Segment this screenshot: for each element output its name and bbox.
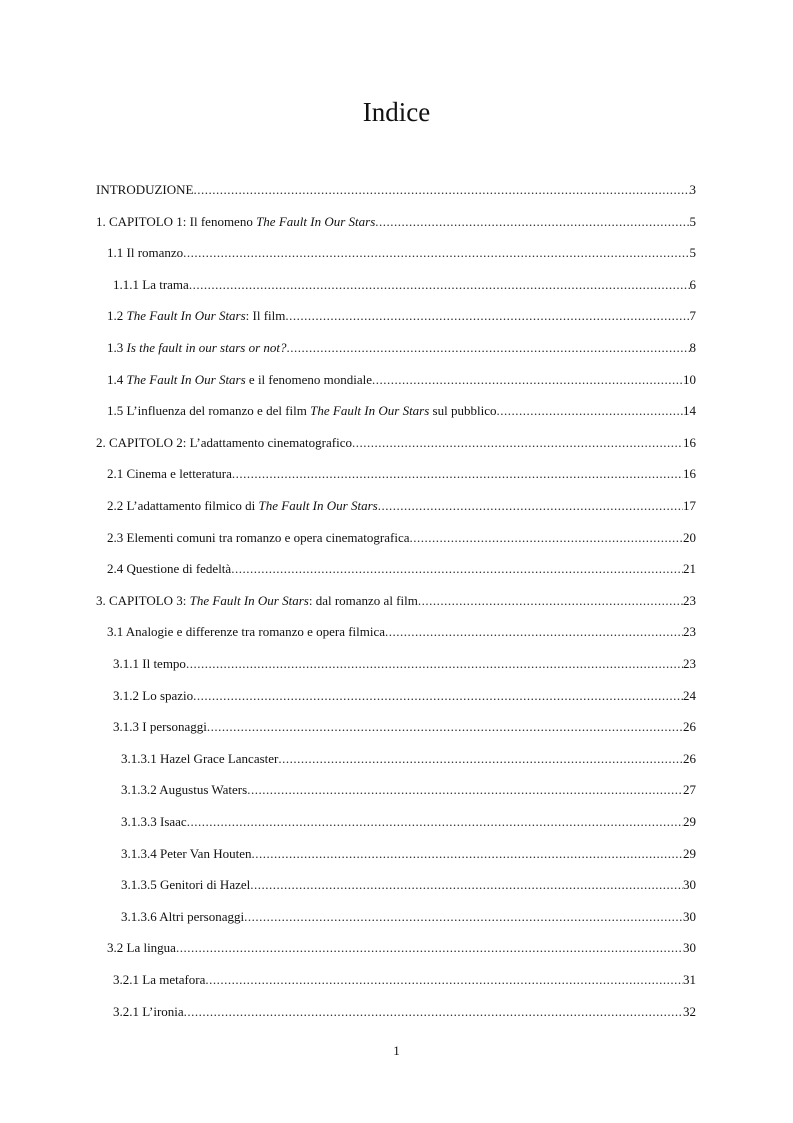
toc-entry-text: 3.1 Analogie e differenze tra romanzo e opera filmica: [107, 624, 386, 639]
toc-entry-page: 10: [683, 372, 696, 387]
toc-entry-text: 3.1.1 Il tempo: [113, 656, 186, 671]
toc-dot-leader: [186, 653, 683, 675]
toc-entry-text: 3.1.3.3 Isaac: [121, 814, 187, 829]
toc-dot-leader: [176, 937, 683, 959]
toc-entry-page: 24: [683, 688, 696, 703]
toc-entry-text: 1.4: [107, 372, 127, 387]
toc-entry-page: 3: [689, 182, 696, 197]
toc-dot-leader: [250, 874, 683, 896]
toc-entry-text: 3. CAPITOLO 3:: [96, 593, 190, 608]
toc-dot-leader: [247, 779, 683, 801]
toc-entry-text: 3.1.3.5 Genitori di Hazel: [121, 877, 251, 892]
toc-dot-leader: [409, 527, 683, 549]
toc-entry-page: 23: [683, 593, 696, 608]
toc-dot-leader: [287, 337, 690, 359]
toc-entry-page: 30: [683, 877, 696, 892]
toc-entry[interactable]: [107, 527, 696, 549]
toc-entry-page: 26: [683, 719, 696, 734]
toc-entry-page: 6: [689, 277, 696, 292]
toc-entry-label: [96, 179, 193, 201]
toc-entry-label: [107, 242, 183, 264]
toc-entry-label: [121, 874, 250, 896]
toc-entry[interactable]: [107, 621, 696, 643]
toc-entry-title-italic: The Fault In Our Stars: [256, 214, 376, 229]
toc-entry-label: [113, 716, 207, 738]
toc-entry-text: 3.1.3.2 Augustus Waters: [121, 782, 248, 797]
toc-dot-leader: [378, 495, 683, 517]
toc-entry-text: 3.1.3.1 Hazel Grace Lancaster: [121, 751, 279, 766]
toc-entry[interactable]: [121, 811, 696, 833]
page-title: Indice: [362, 97, 431, 127]
toc-entry-text: 2.2 L’adattamento filmico di: [107, 498, 259, 513]
toc-entry-label: [121, 748, 278, 770]
toc-entry[interactable]: [113, 685, 696, 707]
toc-entry-label: [107, 463, 232, 485]
toc-entry-text: 3.1.3.6 Altri personaggi: [121, 909, 245, 924]
toc-entry-page: 20: [683, 530, 696, 545]
toc-entry[interactable]: [96, 179, 696, 201]
toc-entry-page: 7: [689, 308, 696, 323]
toc-entry-page: 27: [683, 782, 696, 797]
toc-entry-text: 3.2.1 L’ironia: [113, 1004, 184, 1019]
toc-entry-page: 32: [683, 1004, 696, 1019]
toc-entry-label: [107, 305, 285, 327]
toc-entry-label: [107, 400, 496, 422]
toc-entry-title-italic: The Fault In Our Stars: [310, 403, 430, 418]
toc-dot-leader: [232, 463, 683, 485]
toc-entry-page: 17: [683, 498, 696, 513]
toc-entry[interactable]: [113, 969, 696, 991]
toc-entry-text: 1. CAPITOLO 1: Il fenomeno: [96, 214, 257, 229]
toc-entry[interactable]: [107, 937, 696, 959]
toc-entry-text: 2.4 Questione di fedeltà: [107, 561, 232, 576]
toc-entry-text: 3.1.2 Lo spazio: [113, 688, 194, 703]
toc-entry-label: [113, 274, 189, 296]
toc-dot-leader: [352, 432, 683, 454]
toc-entry-label: [113, 653, 186, 675]
toc-dot-leader: [205, 969, 683, 991]
toc-entry-text: : Il film: [245, 308, 286, 323]
toc-entry-text: 1.2: [107, 308, 127, 323]
toc-entry[interactable]: [121, 779, 696, 801]
toc-entry-text: 3.1.3.4 Peter Van Houten: [121, 846, 252, 861]
toc-entry-page: 16: [683, 466, 696, 481]
toc-entry-page: 31: [683, 972, 696, 987]
toc-dot-leader: [184, 1001, 683, 1023]
toc-dot-leader: [285, 305, 689, 327]
toc-entry-page: 5: [689, 245, 696, 260]
toc-entry-text: 3.1.3 I personaggi: [113, 719, 207, 734]
toc-entry-title-italic: The Fault In Our Stars: [258, 498, 378, 513]
toc-dot-leader: [193, 179, 689, 201]
toc-entry-label: [107, 337, 287, 359]
toc-entry[interactable]: [107, 463, 696, 485]
toc-entry-page: 29: [683, 814, 696, 829]
toc-entry[interactable]: [121, 874, 696, 896]
toc-entry-label: [107, 558, 231, 580]
toc-entry-label: [121, 843, 251, 865]
toc-entry-label: [96, 590, 418, 612]
toc-dot-leader: [372, 369, 683, 391]
toc-entry-page: 8: [689, 340, 696, 355]
toc-entry[interactable]: [113, 716, 696, 738]
toc-entry[interactable]: [107, 558, 696, 580]
toc-entry[interactable]: [96, 590, 696, 612]
toc-entry-label: [107, 369, 372, 391]
toc-dot-leader: [418, 590, 683, 612]
toc-dot-leader: [187, 811, 683, 833]
toc-dot-leader: [251, 843, 683, 865]
toc-entry-label: [113, 1001, 184, 1023]
toc-entry[interactable]: [107, 495, 696, 517]
toc-entry[interactable]: [96, 432, 696, 454]
toc-entry-text: 2. CAPITOLO 2: L’adattamento cinematografico: [96, 435, 352, 450]
toc-entry-page: 30: [683, 909, 696, 924]
toc-entry-label: [96, 432, 352, 454]
toc-entry-text: sul pubblico: [429, 403, 497, 418]
toc-entry-text: 2.3 Elementi comuni tra romanzo e opera cinematografica: [107, 530, 410, 545]
toc-entry-text: 3.2.1 La metafora: [113, 972, 206, 987]
toc-entry[interactable]: [107, 400, 696, 422]
toc-entry[interactable]: [107, 242, 696, 264]
toc-entry-title-italic: Is the fault in our stars or not?: [126, 340, 287, 355]
toc-entry[interactable]: [113, 653, 696, 675]
toc-entry-label: [113, 969, 205, 991]
toc-entry-title-italic: The Fault In Our Stars: [189, 593, 309, 608]
toc-entry[interactable]: [121, 748, 696, 770]
toc-entry-title-italic: The Fault In Our Stars: [126, 308, 246, 323]
toc-entry[interactable]: [107, 305, 696, 327]
toc-entry-title-italic: The Fault In Our Stars: [126, 372, 246, 387]
toc-entry-page: 30: [683, 940, 696, 955]
toc-entry-label: [121, 906, 244, 928]
toc-entry-label: [96, 211, 375, 233]
toc-dot-leader: [231, 558, 683, 580]
toc-entry[interactable]: [113, 1001, 696, 1023]
toc-entry-text: 2.1 Cinema e letteratura: [107, 466, 232, 481]
toc-dot-leader: [244, 906, 683, 928]
toc-entry-label: [107, 937, 176, 959]
toc-entry-page: 23: [683, 656, 696, 671]
toc-entry-text: 1.1 Il romanzo: [107, 245, 184, 260]
toc-entry-label: [121, 779, 247, 801]
toc-entry[interactable]: [107, 369, 696, 391]
toc-entry-page: 29: [683, 846, 696, 861]
toc-entry-label: [107, 621, 385, 643]
toc-entry-text: INTRODUZIONE: [96, 182, 194, 197]
toc-entry[interactable]: [96, 211, 696, 233]
toc-dot-leader: [207, 716, 683, 738]
toc-entry-label: [113, 685, 193, 707]
toc-entry[interactable]: [121, 906, 696, 928]
toc-entry-page: 5: [689, 214, 696, 229]
toc-dot-leader: [278, 748, 683, 770]
toc-entry-text: 1.5 L’influenza del romanzo e del film: [107, 403, 311, 418]
toc-dot-leader: [496, 400, 683, 422]
toc-entry-text: 3.2 La lingua: [107, 940, 176, 955]
toc-entry[interactable]: [107, 337, 696, 359]
toc-entry-page: 23: [683, 624, 696, 639]
page-number: 1: [393, 1043, 400, 1058]
toc-entry-page: 21: [683, 561, 696, 576]
toc-dot-leader: [189, 274, 690, 296]
toc-entry[interactable]: [113, 274, 696, 296]
toc-entry-label: [107, 495, 378, 517]
toc-entry-page: 16: [683, 435, 696, 450]
toc-entry-label: [121, 811, 187, 833]
toc-entry-label: [107, 527, 409, 549]
toc-entry-page: 26: [683, 751, 696, 766]
toc-dot-leader: [375, 211, 689, 233]
toc-entry-text: e il fenomeno mondiale: [245, 372, 373, 387]
toc-dot-leader: [193, 685, 683, 707]
toc-entry-text: 1.1.1 La trama: [113, 277, 189, 292]
toc-entry[interactable]: [121, 843, 696, 865]
toc-dot-leader: [385, 621, 683, 643]
toc-dot-leader: [183, 242, 689, 264]
toc-entry-text: 1.3: [107, 340, 127, 355]
toc-entry-text: : dal romanzo al film: [308, 593, 418, 608]
toc-entry-page: 14: [683, 403, 696, 418]
